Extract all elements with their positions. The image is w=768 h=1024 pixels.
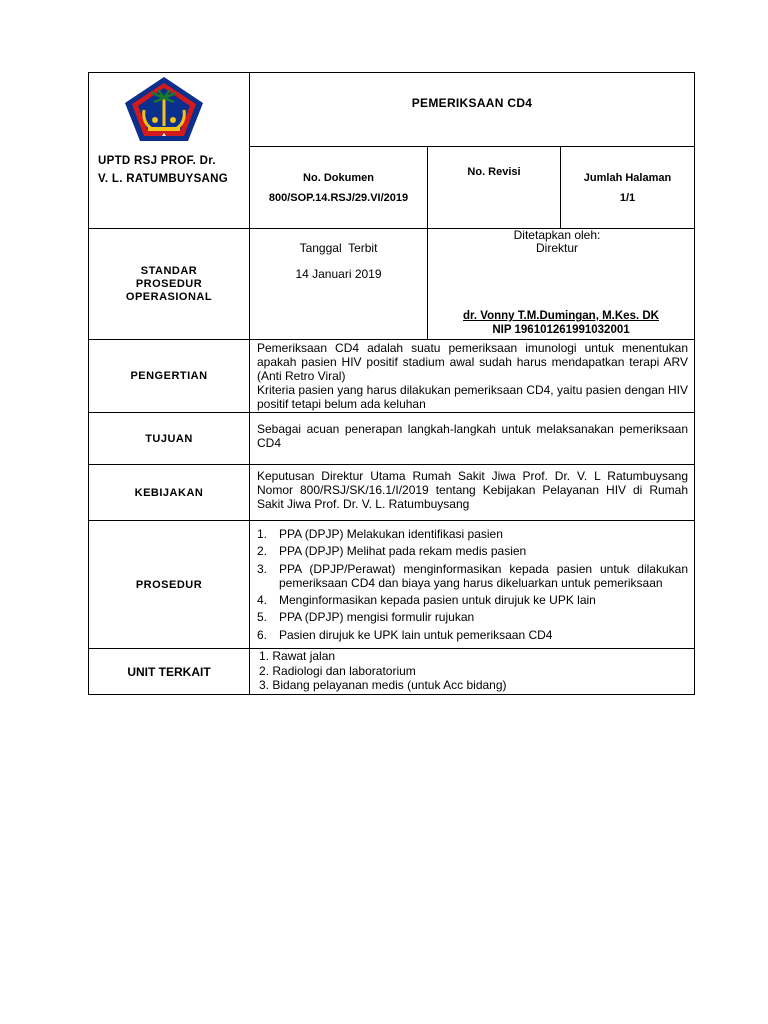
no-dokumen-label: No. Dokumen [303, 171, 374, 184]
prosedur-step [257, 527, 688, 541]
institution-name-line2: V. L. RATUMBUYSANG [98, 173, 228, 185]
unit-terkait-item [259, 664, 694, 679]
no-dokumen-cell [250, 147, 428, 229]
ditetapkan-cell [428, 229, 695, 340]
unit-terkait-cell [250, 649, 695, 695]
prosedur-step-number: 6. [257, 627, 268, 642]
ditetapkan-role: Direktur [536, 241, 579, 255]
no-revisi-cell [428, 147, 561, 229]
sop-label-line2: PROSEDUR [135, 277, 203, 290]
no-revisi-label: No. Revisi [467, 166, 521, 179]
document-title: PEMERIKSAAN CD4 [411, 95, 533, 110]
pengertian-paragraph-2: Kriteria pasien yang harus dilakukan pemeriksaan CD4, yaitu pasien dengan HIV positif tetapi belum ada keluhan [257, 383, 689, 411]
prosedur-step-text: PPA (DPJP) mengisi formulir rujukan [279, 610, 475, 625]
prosedur-step-text: Menginformasikan kepada pasien untuk dirujuk ke UPK lain [279, 593, 596, 608]
tujuan-label: TUJUAN [89, 413, 250, 465]
prosedur-step-number: 3. [257, 561, 268, 576]
pengertian-cell [250, 340, 695, 413]
pengertian-label: PENGERTIAN [89, 340, 250, 413]
sop-label-line1: STANDAR [140, 264, 198, 277]
prosedur-step [257, 562, 688, 590]
unit-terkait-text: Rawat jalan [272, 649, 336, 663]
prosedur-step [257, 544, 688, 558]
prosedur-step [257, 610, 688, 624]
jumlah-halaman-label: Jumlah Halaman [583, 171, 672, 184]
document-title-cell [250, 73, 695, 147]
unit-terkait-number: 1. [259, 649, 270, 663]
kebijakan-label: KEBIJAKAN [89, 465, 250, 521]
unit-terkait-item [259, 649, 694, 664]
prosedur-step-text: PPA (DPJP/Perawat) menginformasikan kepada pasien untuk dilakukan pemeriksaan CD4 dan biaya yang harus dikeluarkan untuk pemeriksaan [279, 561, 689, 590]
unit-terkait-number: 2. [259, 663, 270, 678]
tujuan-text: Sebagai acuan penerapan langkah-langkah untuk melaksanakan pemeriksaan CD4 [250, 413, 695, 465]
provincial-emblem-icon [124, 76, 204, 142]
prosedur-step-number: 5. [257, 610, 268, 625]
unit-terkait-label: UNIT TERKAIT [89, 649, 250, 695]
prosedur-label: PROSEDUR [89, 521, 250, 649]
prosedur-step-text: Pasien dirujuk ke UPK lain untuk pemeriksaan CD4 [279, 627, 553, 642]
prosedur-cell [250, 521, 695, 649]
sop-label-line3: OPERASIONAL [125, 290, 213, 303]
jumlah-halaman-value: 1/1 [619, 191, 636, 204]
prosedur-step-number: 4. [257, 593, 268, 608]
institution-cell [89, 73, 250, 229]
ditetapkan-label: Ditetapkan oleh: [513, 228, 601, 242]
tanggal-terbit-cell [250, 229, 428, 340]
signatory-nip: NIP 196101261991032001 [492, 324, 630, 336]
prosedur-step-number: 1. [257, 527, 268, 542]
prosedur-step-text: PPA (DPJP) Melihat pada rekam medis pasien [279, 544, 527, 559]
unit-terkait-text: Bidang pelayanan medis (untuk Acc bidang) [272, 678, 507, 692]
signatory-name: dr. Vonny T.M.Dumingan, M.Kes. DK [463, 310, 659, 322]
prosedur-list [250, 527, 694, 641]
prosedur-step-number: 2. [257, 544, 268, 559]
prosedur-step [257, 628, 688, 642]
prosedur-step [257, 593, 688, 607]
unit-terkait-text: Radiologi dan laboratorium [272, 663, 416, 678]
sop-label-cell [89, 229, 250, 340]
pengertian-paragraph-1: Pemeriksaan CD4 adalah suatu pemeriksaan imunologi untuk menentukan apakah pasien HIV positif stadium awal sudah harus mendapatkan terapi ARV (Anti Retro Viral) [257, 341, 689, 383]
unit-terkait-item [259, 678, 694, 693]
unit-terkait-list [250, 649, 694, 693]
tanggal-terbit-value: 14 Januari 2019 [295, 267, 382, 281]
prosedur-step-text: PPA (DPJP) Melakukan identifikasi pasien [279, 527, 503, 542]
sop-document-table [88, 72, 695, 695]
institution-name-line1: UPTD RSJ PROF. Dr. [98, 155, 216, 167]
jumlah-halaman-cell [561, 147, 695, 229]
kebijakan-text: Keputusan Direktur Utama Rumah Sakit Jiwa Prof. Dr. V. L Ratumbuysang Nomor 800/RSJ/SK/16.1/I/2019 tentang Kebijakan Pelayanan HIV di Rumah Sakit Jiwa Prof. Dr. V. L. Ratumbuysang [250, 465, 695, 521]
tanggal-terbit-label: Tanggal Terbit [299, 241, 378, 255]
unit-terkait-number: 3. [259, 678, 270, 692]
no-dokumen-value: 800/SOP.14.RSJ/29.VI/2019 [268, 191, 409, 204]
